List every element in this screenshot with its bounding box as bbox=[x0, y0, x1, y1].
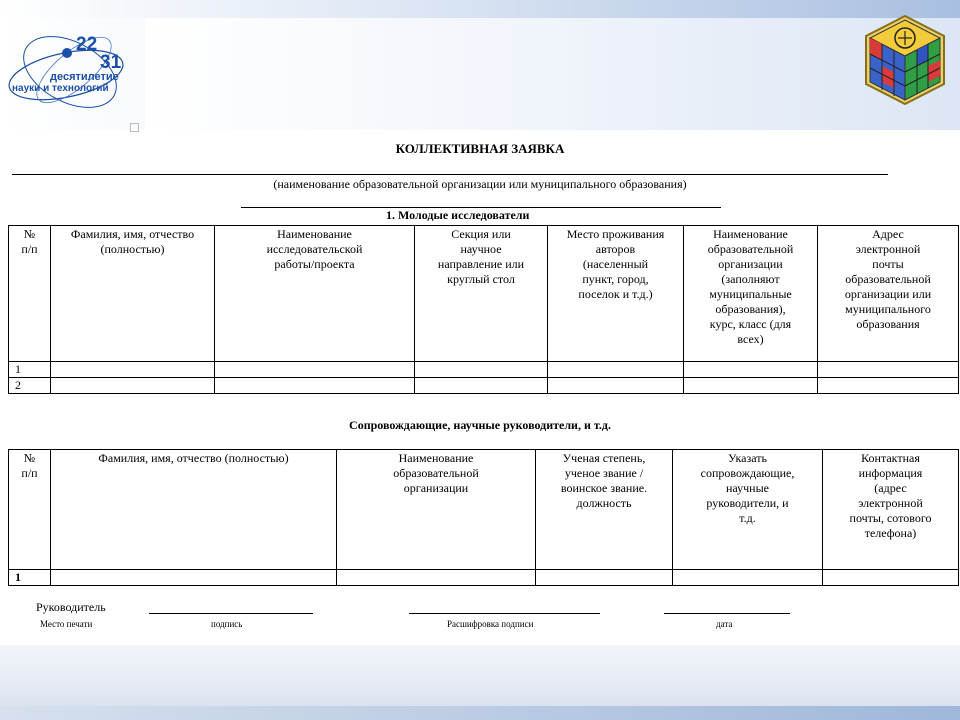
org-name-rule bbox=[12, 174, 888, 175]
col-fullname-header: Фамилия, имя, отчество (полностью) bbox=[51, 226, 215, 362]
table-row bbox=[9, 378, 959, 394]
org-name-caption: (наименование образовательной организации или муниципального образования) bbox=[273, 177, 687, 191]
table-cell[interactable] bbox=[818, 378, 959, 394]
col-organization-header: Наименование образовательной организации (заполняют муниципальные образования), курс, класс (для всех) bbox=[684, 226, 818, 362]
table-row bbox=[9, 362, 959, 378]
table-cell[interactable] bbox=[215, 378, 415, 394]
supervisors-table bbox=[8, 449, 959, 586]
table-cell[interactable] bbox=[548, 378, 684, 394]
table-cell[interactable] bbox=[548, 362, 684, 378]
section1-title: 1. Молодые исследователи bbox=[386, 208, 530, 222]
stamp-caption: Место печати bbox=[40, 619, 93, 629]
date-line bbox=[664, 613, 790, 614]
decode-line bbox=[409, 613, 600, 614]
table-cell[interactable] bbox=[818, 362, 959, 378]
col-contact-header: Контактная информация (адрес электронной почты, сотового телефона) bbox=[823, 450, 959, 570]
document-title: КОЛЛЕКТИВНАЯ ЗАЯВКА bbox=[395, 141, 565, 156]
table-cell[interactable] bbox=[684, 378, 818, 394]
table-row bbox=[9, 570, 959, 586]
section2-title: Сопровождающие, научные руководители, и т.д. bbox=[349, 418, 611, 432]
table-cell[interactable] bbox=[673, 570, 823, 586]
table-header-row bbox=[9, 226, 959, 362]
decode-caption: Расшифровка подписи bbox=[447, 619, 534, 629]
table-cell[interactable] bbox=[337, 570, 536, 586]
placeholder-mark bbox=[130, 123, 139, 132]
col-project-header: Наименование исследовательской работы/проекта bbox=[215, 226, 415, 362]
col-number-header: № п/п bbox=[9, 226, 51, 362]
table-cell[interactable] bbox=[51, 362, 215, 378]
table-header-row bbox=[9, 450, 959, 570]
cube-emblem-icon bbox=[862, 14, 948, 106]
sign-caption: подпись bbox=[211, 619, 243, 629]
footer-stripe bbox=[0, 706, 960, 720]
col-organization-header: Наименование образовательной организации bbox=[337, 450, 536, 570]
table-cell[interactable] bbox=[215, 362, 415, 378]
banner-stripe bbox=[0, 0, 960, 18]
logo-line2: науки и технологий bbox=[12, 83, 109, 94]
table-cell[interactable] bbox=[51, 378, 215, 394]
table-cell[interactable] bbox=[684, 362, 818, 378]
banner-inner bbox=[145, 18, 960, 130]
date-caption: дата bbox=[716, 619, 733, 629]
row-number: 1 bbox=[9, 362, 51, 378]
col-residence-header: Место проживания авторов (населенный пункт, город, поселок и т.д.) bbox=[548, 226, 684, 362]
table-cell[interactable] bbox=[415, 362, 548, 378]
table-cell[interactable] bbox=[415, 378, 548, 394]
col-section-header: Секция или научное направление или круглый стол bbox=[415, 226, 548, 362]
row-number: 2 bbox=[9, 378, 51, 394]
col-email-header: Адрес электронной почты образовательной организации или муниципального образования bbox=[818, 226, 959, 362]
decade-logo bbox=[4, 20, 144, 130]
col-role-header: Указать сопровождающие, научные руководители, и т.д. bbox=[673, 450, 823, 570]
logo-number-top: 22 bbox=[76, 34, 98, 55]
header-banner bbox=[0, 0, 960, 130]
logo-number-bottom: 31 bbox=[100, 52, 122, 73]
col-fullname-header: Фамилия, имя, отчество (полностью) bbox=[51, 450, 337, 570]
signature-line bbox=[149, 613, 313, 614]
table-cell[interactable] bbox=[823, 570, 959, 586]
young-researchers-table bbox=[8, 225, 959, 394]
table-cell[interactable] bbox=[51, 570, 337, 586]
logo-line1: десятилетие bbox=[50, 71, 119, 83]
col-number-header: № п/п bbox=[9, 450, 51, 570]
row-number: 1 bbox=[9, 570, 51, 586]
signature-label: Руководитель bbox=[36, 600, 106, 614]
table-cell[interactable] bbox=[536, 570, 673, 586]
col-degree-header: Ученая степень, ученое звание / воинское звание. должность bbox=[536, 450, 673, 570]
